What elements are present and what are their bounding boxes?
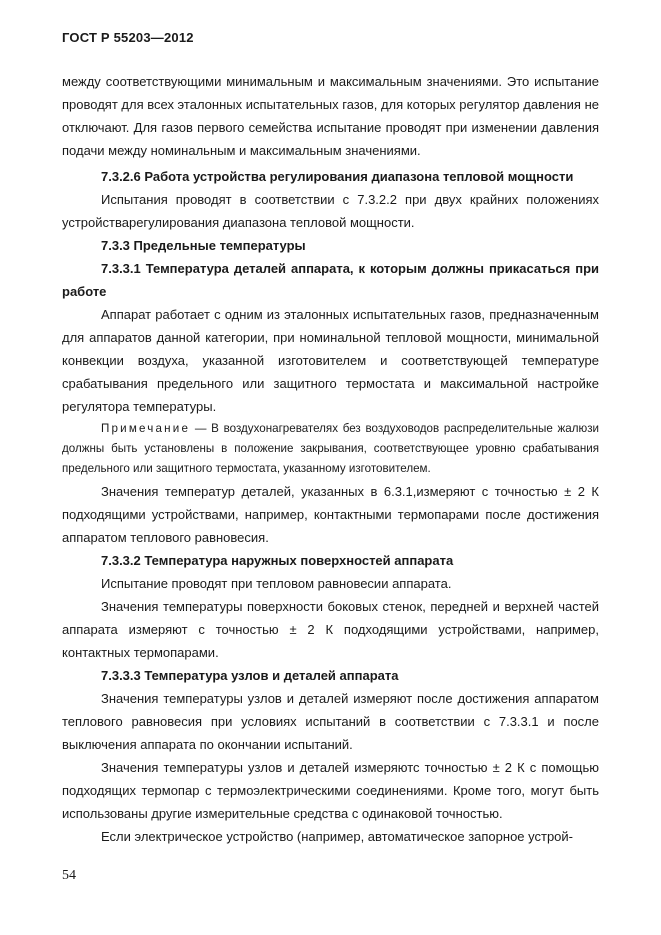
paragraph: Испытание проводят при тепловом равновесии аппарата. xyxy=(101,576,452,591)
paragraph: Аппарат работает с одним из эталонных испытательных газов, предназначенным для аппаратов данной категории, при номинальной тепловой мощности, минимальной конвекции воздуха, указанной изготовителем и соответствующей температуре срабатывания предельного или защитного термостата и максимальной настройке регулятора температуры. xyxy=(62,307,599,414)
paragraph-continuation: между соответствующими минимальным и максимальным значениями. Это испытание проводят для всех эталонных испытательных газов, для которых регулятор давления не отключают. Для газов первого семейства испытание проводят при изменении давления подачи между номинальным и максимальным значениями. xyxy=(62,74,599,158)
paragraph: Значения температуры узлов и деталей измеряютс точностью ± 2 К с помощью подходящих термопар с термоэлектрическими соединениями. Кроме того, могут быть использованы другие измерительные средства с одинаковой точностью. xyxy=(62,760,599,821)
note-label: Примечание xyxy=(101,422,191,435)
note-dash: — xyxy=(190,422,212,435)
paragraph: Значения температуры поверхности боковых стенок, передней и верхней частей аппарата измеряют с точностью ± 2 К подходящими устройствами, например, контактных термопарами. xyxy=(62,599,599,660)
paragraph: Если электрическое устройство (например, автоматическое запорное устрой- xyxy=(101,829,574,844)
note-text: В воздухонагревателях без воздуховодов распределительные жалюзи должны быть установлены в положение закрывания, соответствующее уровню срабатывания предельного или защитного термостата, указанному изготовителем. xyxy=(62,422,599,475)
section-heading-7-3-2-6: 7.3.2.6 Работа устройства регулирования диапазона тепловой мощности xyxy=(101,169,574,184)
document-body xyxy=(62,70,599,848)
paragraph: Испытания проводят в соответствии с 7.3.2.2 при двух крайних положениях устройстварегулирования диапазона тепловой мощности. xyxy=(62,192,599,230)
document-header: ГОСТ Р 55203—2012 xyxy=(62,30,194,45)
note xyxy=(62,419,599,479)
page-number: 54 xyxy=(62,868,76,883)
paragraph: Значения температуры узлов и деталей измеряют после достижения аппаратом теплового равновесия при условиях испытаний в соответствии с 7.3.3.1 и после выключения аппарата по окончании испытаний. xyxy=(62,691,599,752)
section-heading-7-3-3-2: 7.3.3.2 Температура наружных поверхностей аппарата xyxy=(101,553,454,568)
section-heading-7-3-3-3: 7.3.3.3 Температура узлов и деталей аппарата xyxy=(101,668,399,683)
section-heading-7-3-3: 7.3.3 Предельные температуры xyxy=(101,238,306,253)
section-heading-7-3-3-1: 7.3.3.1 Температура деталей аппарата, к которым должны прикасаться при работе xyxy=(62,261,599,299)
paragraph: Значения температур деталей, указанных в 6.3.1,измеряют с точностью ± 2 К подходящими устройствами, например, контактными термопарами после достижения аппаратом теплового равновесия. xyxy=(62,484,599,545)
